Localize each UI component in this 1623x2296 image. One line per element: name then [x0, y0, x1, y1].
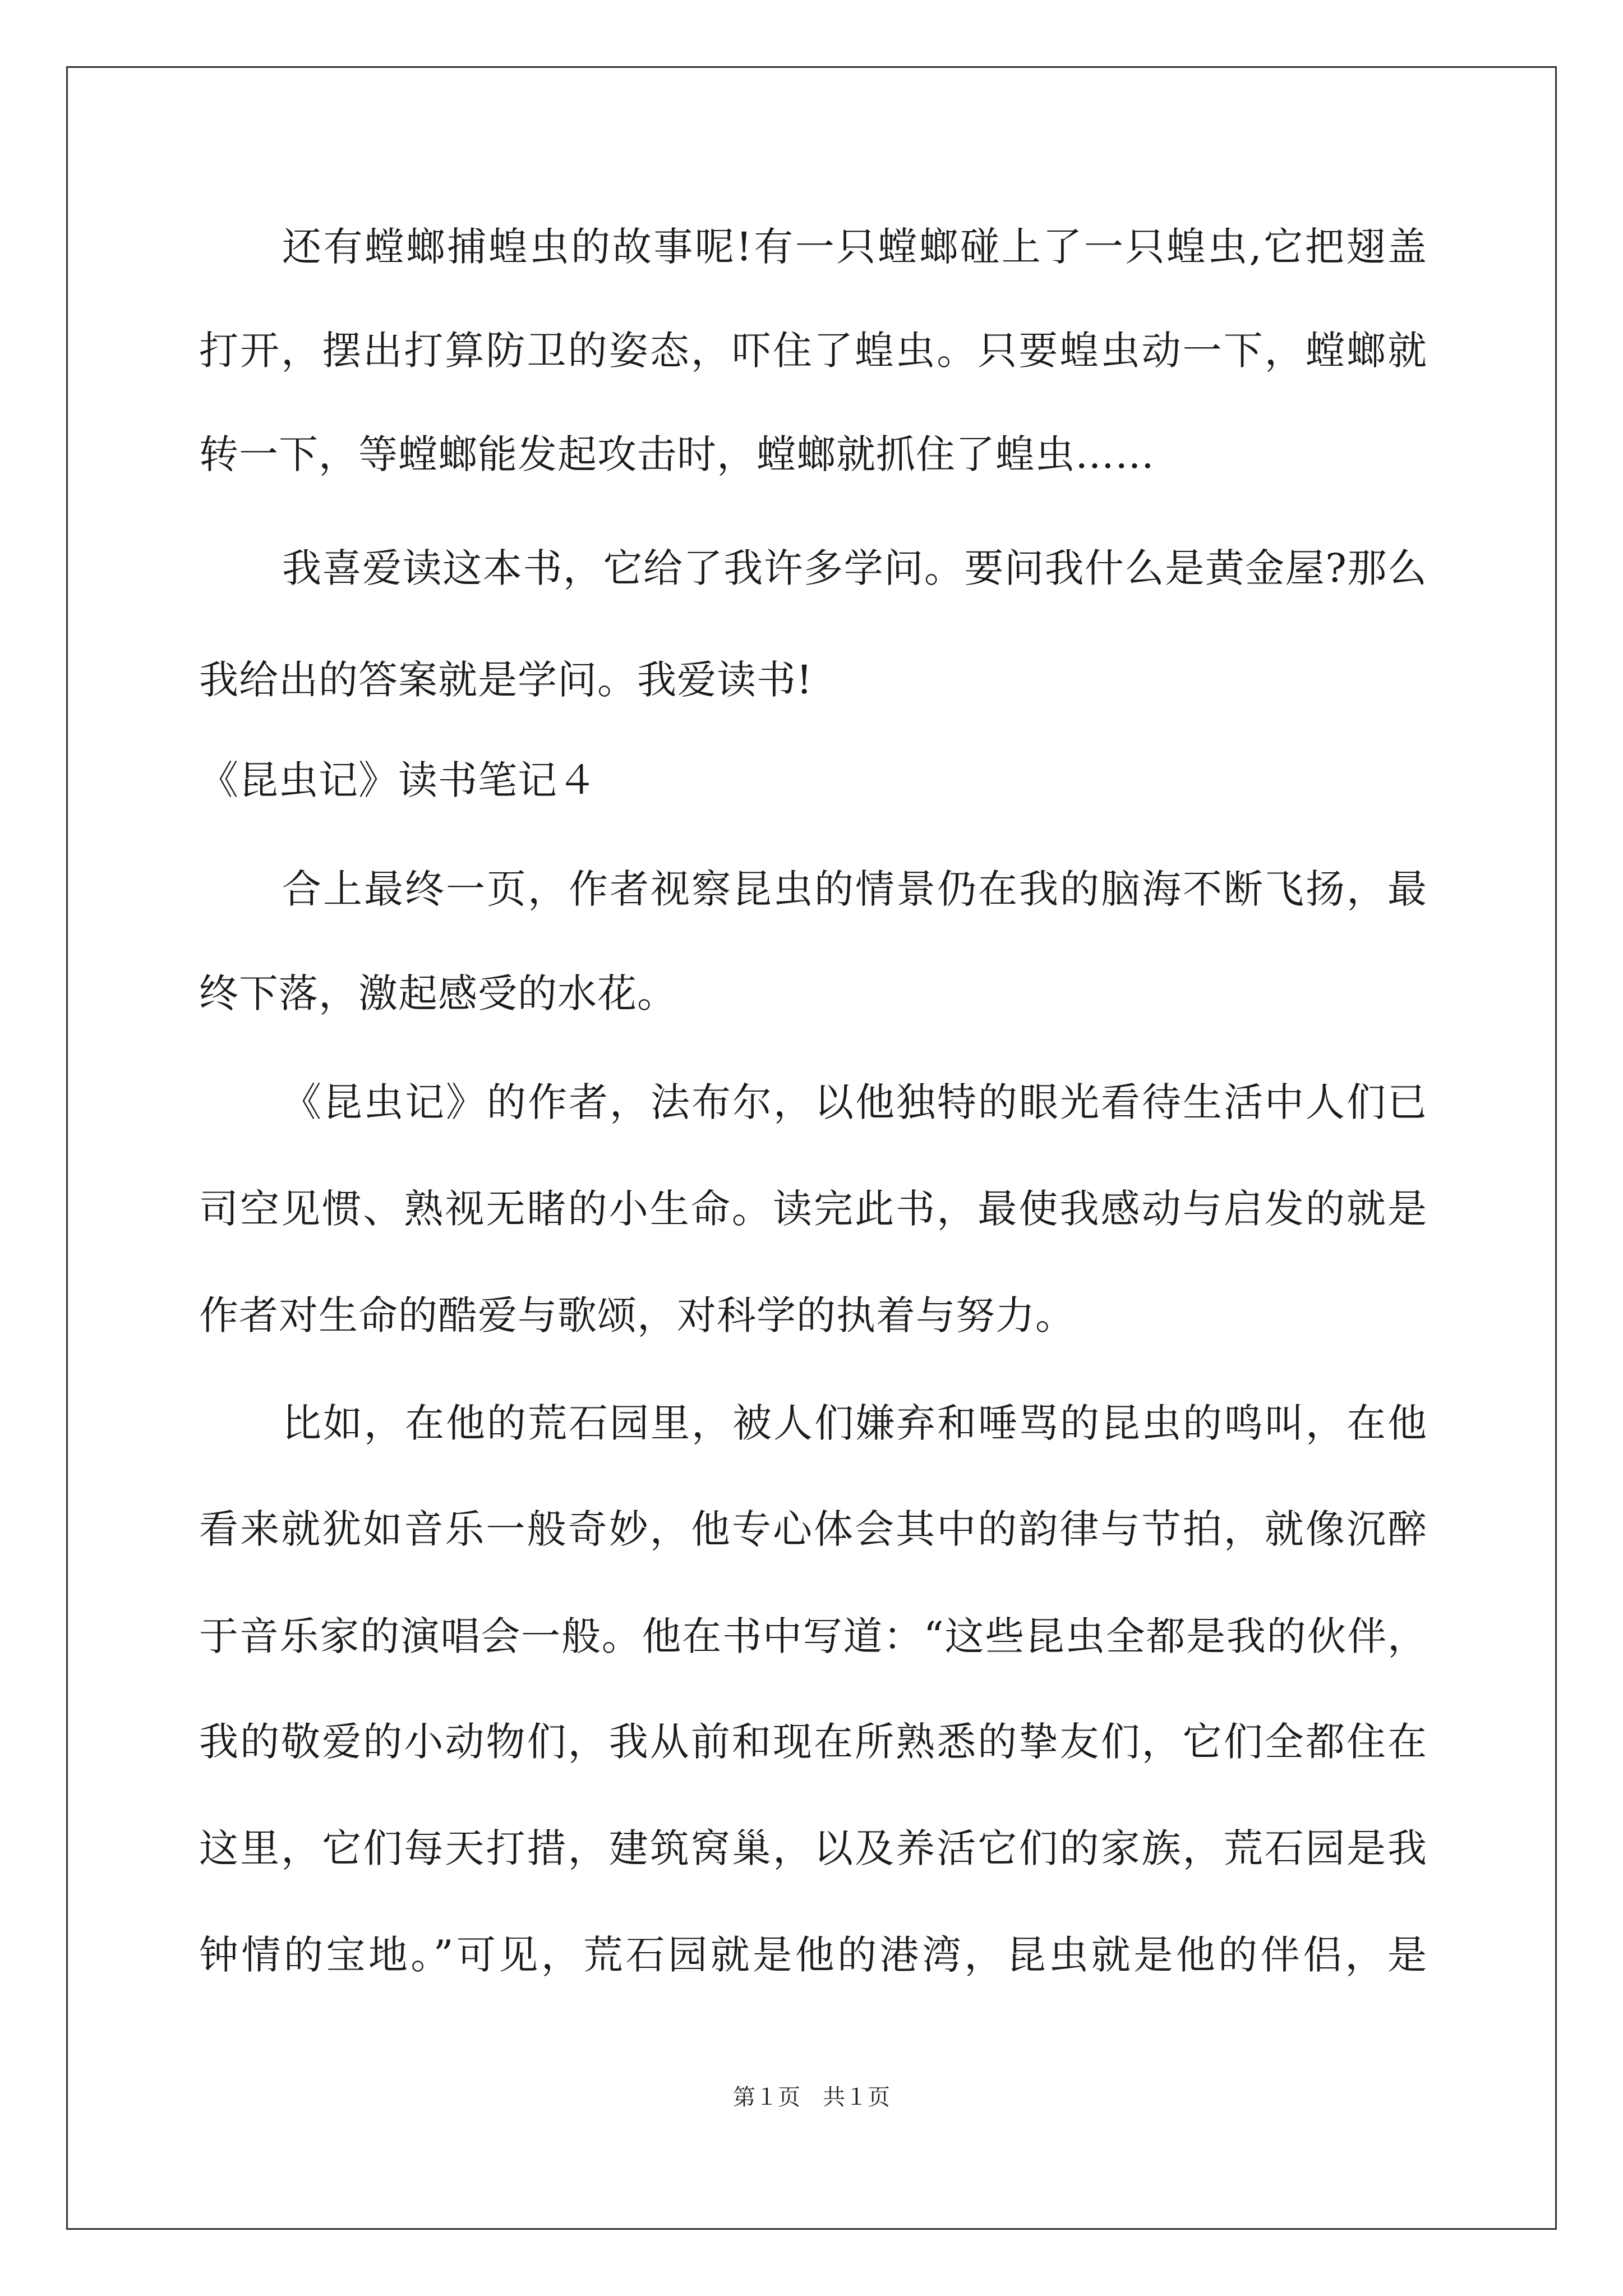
text-line: 钟情的宝地。”可见，荒石园就是他的港湾，昆虫就是他的伴侣，是 [199, 1932, 1427, 1978]
text-line: 《昆虫记》的作者，法布尔，以他独特的眼光看待生活中人们已 [282, 1079, 1427, 1125]
text-line: 打开，摆出打算防卫的姿态，吓住了蝗虫。只要蝗虫动一下，螳螂就 [199, 328, 1427, 374]
text-line: 合上最终一页，作者视察昆虫的情景仍在我的脑海不断飞扬，最 [282, 866, 1427, 912]
text-line: 转一下，等螳螂能发起攻击时，螳螂就抓住了蝗虫…… [199, 431, 1155, 477]
text-line: 司空见惯、熟视无睹的小生命。读完此书，最使我感动与启发的就是 [199, 1186, 1427, 1232]
text-line: 还有螳螂捕蝗虫的故事呢!有一只螳螂碰上了一只蝗虫,它把翅盖 [282, 224, 1427, 270]
text-line: 我喜爱读这本书，它给了我许多学问。要问我什么是黄金屋?那么 [282, 545, 1427, 591]
text-line: 看来就犹如音乐一般奇妙，他专心体会其中的韵律与节拍，就像沉醉 [199, 1506, 1427, 1552]
text-line: 终下落，激起感受的水花。 [199, 970, 677, 1016]
text-line: 我给出的答案就是学问。我爱读书! [199, 657, 813, 703]
text-line: 于音乐家的演唱会一般。他在书中写道：“这些昆虫全都是我的伙伴， [199, 1613, 1427, 1659]
page-border [66, 66, 1557, 2230]
text-line: 作者对生命的酷爱与歌颂，对科学的执着与努力。 [199, 1292, 1075, 1338]
text-line: 我的敬爱的小动物们，我从前和现在所熟悉的挚友们，它们全都住在 [199, 1719, 1427, 1765]
text-line: 这里，它们每天打措，建筑窝巢，以及养活它们的家族，荒石园是我 [199, 1825, 1427, 1871]
page-number-footer: 第１页 共１页 [733, 2085, 890, 2110]
section-heading: 《昆虫记》读书笔记４ [199, 757, 597, 803]
text-line: 比如，在他的荒石园里，被人们嫌弃和唾骂的昆虫的鸣叫，在他 [282, 1400, 1427, 1446]
